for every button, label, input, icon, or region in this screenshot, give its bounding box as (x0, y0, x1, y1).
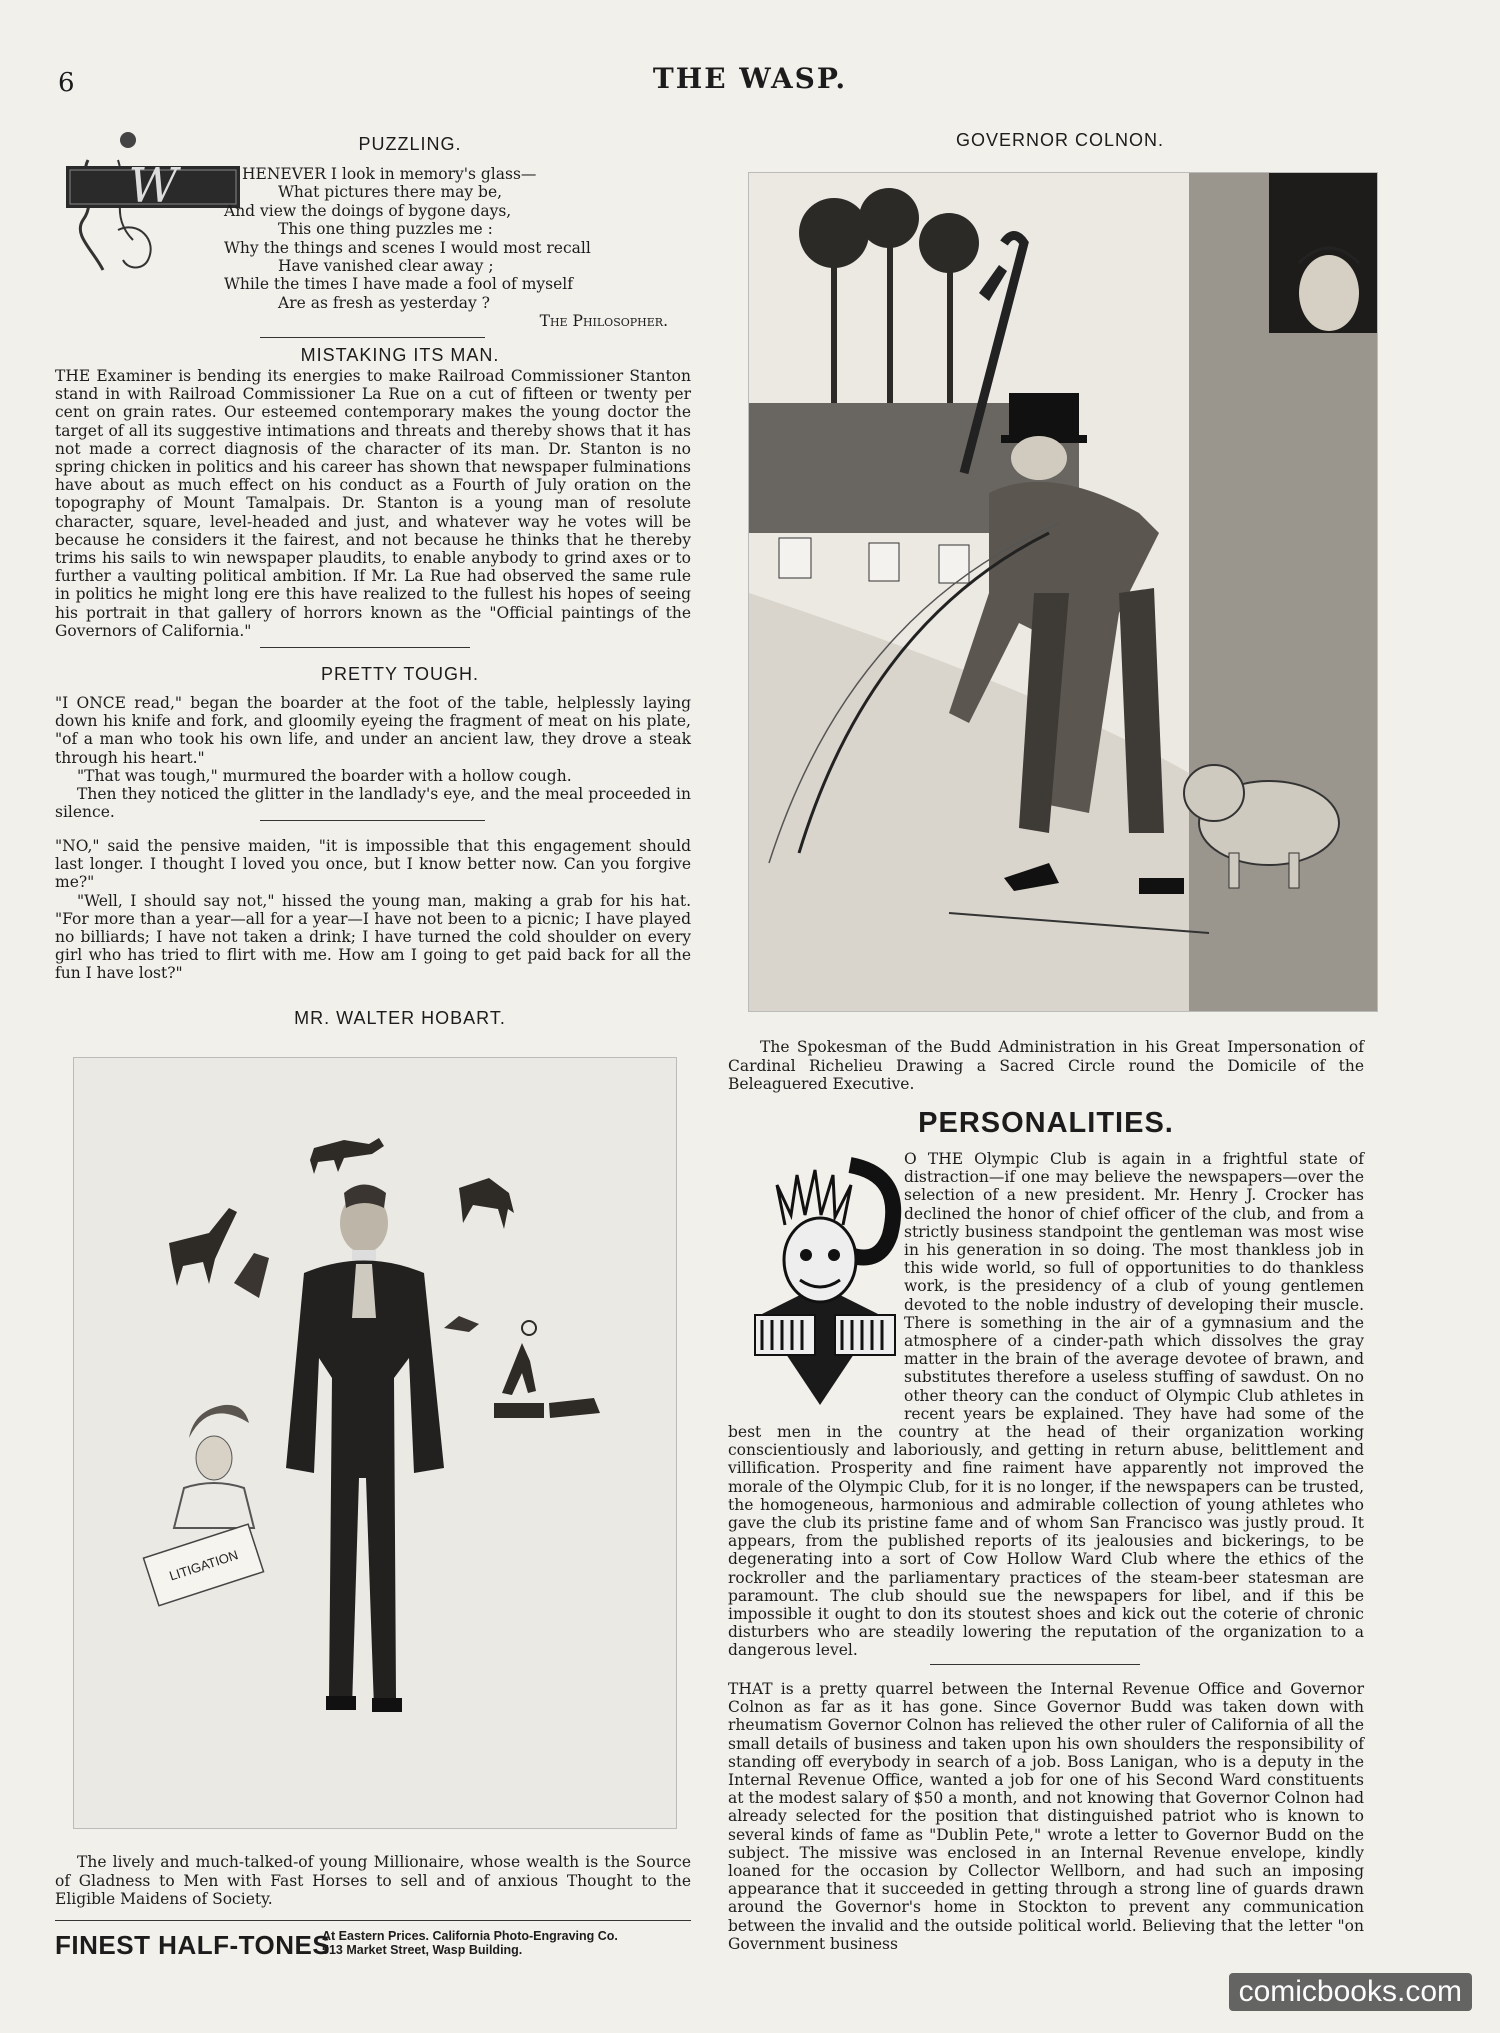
colnon-cartoon (748, 172, 1378, 1012)
article-paragraph: O THE Olympic Club is again in a frightful state of distraction—if one may believe the newspapers—over the selection of a new president. Mr. Henry J. Crocker has declined the honor of chief officer of the club, and from a strictly business standpoint the gentleman was most wise in his generation in so doing. The most thankless job in this wide world, so full of opportunities to do thankless work, is the presidency of a club of young gentlemen devoted to the noble industry of developing their muscle. There is something in the air of a gymnasium and the atmosphere of a cinder-path which dissolves the gray matter in the brain of the average devotee of brawn, and substitutes therefore a useless stuffing of sawdust. On no other theory can the conduct of Olympic Club athletes in recent years be explained. They have had some of the best men in the country at the head of their organization working conscientiously and laboriously, and getting in return abuse, belittlement and villification. Prosperity and fine raiment have apparently not improved the morale of the Olympic Club, for it is no longer, if the newspapers can be trusted, the homogeneous, harmonious and admirable collection of young athletes who gave the club its pristine fame and of whom San Francisco was justly proud. It appears, from the published reports of its jealousies and bickerings, to be degenerating into a sort of Cow Hollow Ward Club where the ethics of the rockroller and the parliamentary practices of the steam-beer statesman are paramount. The club should sue the newspapers for libel, and if this be impossible it ought to don its stoutest shoes and kick out the coterie of chronic disturbers who are steadily lowering the reputation of the organization to a dangerous level. (728, 1150, 1364, 1660)
pretty-tough-title: PRETTY TOUGH. (320, 664, 480, 684)
puzzling-poem (224, 165, 668, 331)
poem-line: Have vanished clear away ; (278, 257, 494, 276)
personalities-title: PERSONALITIES. (918, 1107, 1174, 1139)
poem-line: Why the things and scenes I would most recall (224, 238, 591, 257)
ad-line: 513 Market Street, Wasp Building. (322, 1943, 523, 1957)
pretty-tough-body-2 (55, 837, 691, 983)
svg-text:W: W (128, 158, 178, 214)
pretty-tough-body (55, 694, 691, 821)
watermark: comicbooks.com (1229, 1973, 1472, 2011)
poem-line: This one thing puzzles me : (278, 220, 493, 239)
poem-line: What pictures there may be, (278, 183, 503, 202)
ad-line: At Eastern Prices. California Photo-Engraving Co. (322, 1929, 618, 1943)
divider (260, 647, 470, 648)
article-paragraph: "I ONCE read," began the boarder at the foot of the table, helplessly laying down his knife and fork, and gloomily eyeing the fragment of meat on his plate, "of a man who took his own life, and under an ancient law, they drove a steak through his heart." (55, 694, 691, 767)
poem-line: While the times I have made a fool of myself (224, 275, 573, 294)
ornamental-initial-w (58, 120, 243, 280)
article-paragraph: "That was tough," murmured the boarder with a hollow cough. (77, 766, 572, 785)
mistaking-title: MISTAKING ITS MAN. (300, 345, 500, 365)
poem-line: And view the doings of bygone days, (224, 201, 512, 220)
divider (55, 1920, 691, 1921)
colnon-title: GOVERNOR COLNON. (955, 130, 1165, 150)
page-number: 6 (58, 68, 75, 98)
poem-line: Are as fresh as yesterday ? (278, 293, 490, 312)
poem-line: HENEVER I look in memory's glass— (242, 165, 537, 183)
hobart-title: MR. WALTER HOBART. (294, 1008, 506, 1028)
poem-signature: The Philosopher. (539, 312, 668, 331)
colnon-caption: The Spokesman of the Budd Administration in his Great Impersonation of Cardinal Richelieu Drawing a Sacred Circle round the Domicile of the Beleaguered Executive. (728, 1038, 1364, 1093)
puzzling-title: PUZZLING. (358, 134, 462, 154)
personalities-body (728, 1150, 1364, 1660)
divider (260, 820, 485, 821)
mistaking-body (55, 367, 691, 640)
divider (930, 1664, 1140, 1665)
divider (260, 337, 485, 338)
masthead: THE WASP. (652, 62, 848, 95)
article-paragraph: Then they noticed the glitter in the landlady's eye, and the meal proceeded in silence. (55, 785, 691, 822)
float-spacer (728, 1150, 898, 1420)
ad-details (322, 1929, 618, 1957)
article-paragraph: THAT is a pretty quarrel between the Internal Revenue Office and Governor Colnon as far as it has gone. Since Governor Budd was taken down with rheumatism Governor Colnon has relieved the other ruler of California of all the small details of business and taken upon his own shoulders the responsibility of standing off everybody in search of a job. Boss Lanigan, who is a deputy in the Internal Revenue Office, wanted a job for one of his Second Ward constituents at the modest salary of $50 a month, and not knowing that Governor Colnon had already selected for the position that distinguished patriot who is known to several kinds of fame as "Dublin Pete," wrote a letter to Governor Budd on the subject. The missive was enclosed in an Internal Revenue envelope, kindly loaned for the occasion by Collector Wellborn, and had such an imposing appearance that it succeeded in getting through a strong line of guards drawn around the Governor's home in Stockton to prevent any communication between the invalid and the outside political world. Believing that the letter "on Government business (728, 1680, 1364, 1953)
ad-headline: FINEST HALF-TONES (55, 1930, 331, 1960)
article-paragraph: "Well, I should say not," hissed the young man, making a grab for his hat. "For more than a year—all for a year—I have not been to a picnic; I have played no billiards; I have not taken a drink; I have turned the cold shoulder on every girl who has tried to flirt with me. How am I going to get paid back for all the fun I have lost?" (55, 891, 691, 983)
personalities-body-2 (728, 1680, 1364, 1953)
litigation-label: LITIGATION (167, 1547, 240, 1584)
hobart-photo-collage (73, 1057, 677, 1829)
article-paragraph: "NO," said the pensive maiden, "it is impossible that this engagement should last longer. I thought I loved you once, but I know better now. Can you forgive me?" (55, 837, 691, 892)
hobart-caption: The lively and much-talked-of young Millionaire, whose wealth is the Source of Gladness to Men with Fast Horses to sell and of anxious Thought to the Eligible Maidens of Society. (55, 1853, 691, 1908)
article-paragraph: THE Examiner is bending its energies to make Railroad Commissioner Stanton stand in with Railroad Commissioner La Rue on a cut of fifteen or twenty per cent on grain rates. Our esteemed contemporary makes the young doctor the target of all its suggestive intimations and threats and thereby shows that it has not made a correct diagnosis of the character of its man. Dr. Stanton is no spring chicken in politics and his career has shown that newspaper fulminations have about as much effect on his conduct as a Fourth of July oration on the topography of Mount Tamalpais. Dr. Stanton is a young man of resolute character, square, level-headed and just, and whatever way he votes will be because he considers it the fairest, and not because he thinks that he thereby trims his sails to win newspaper plaudits, to enable anybody to grind axes or to further a vaulting political ambition. If Mr. La Rue had observed the same rule in politics he might long ere this have realized to the fullest his hopes of seeing his portrait in that gallery of horrors known as the "Official paintings of the Governors of California." (55, 367, 691, 640)
